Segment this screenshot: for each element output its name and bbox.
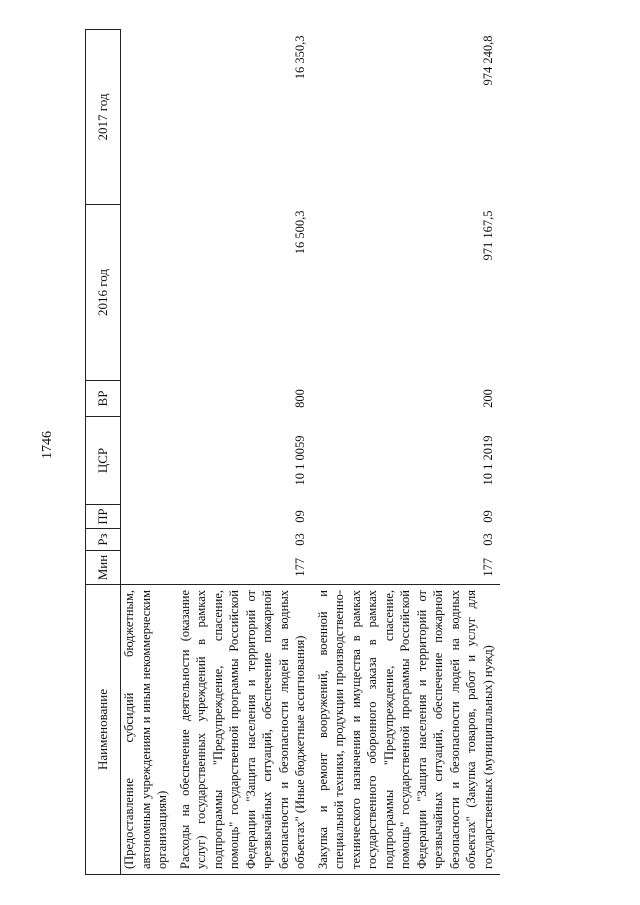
row-rz: 03 (480, 533, 495, 546)
row-name: Закупка и ремонт вооружений, военной и специальной техники, продукции производственно-технического назначения и имущества в рамках государственного оборонного заказа в рамках подпрограммы "Предупреждение, спасение, помощь" государственной программы Российской Федерации "Защита населения и территорий от чрезвычайных ситуаций, обеспечение пожарной безопасности и безопасности людей на водных объектах" (Закупка товаров, работ и услуг для государственных (муниципальных) нужд) (313, 585, 501, 875)
row-name: (Предоставление субсидий бюджетным, автономным учреждениям и иным некоммерческим организациям) (121, 585, 175, 875)
header-rz: Рз (86, 529, 121, 551)
row-2016: 971 167,5 (480, 210, 495, 261)
header-min: Мин (86, 551, 121, 585)
row-2017: 974 240,8 (480, 35, 495, 86)
table-row (121, 30, 175, 875)
row-pr: 09 (293, 510, 307, 523)
header-2016: 2016 год (86, 205, 121, 381)
rotated-table-sheet (85, 30, 640, 875)
row-vr: 200 (480, 389, 495, 408)
row-rz: 03 (293, 533, 307, 546)
row-pr (121, 505, 175, 529)
row-csr (121, 417, 175, 505)
header-2017: 2017 год (86, 30, 121, 205)
page-number: 1746 (40, 431, 55, 459)
row-csr: 10 1 2019 (480, 435, 495, 486)
row-name: Расходы на обеспечение деятельности (оказание услуг) государственных учреждений в рамках подпрограммы "Предупреждение, спасение, помощь" государственной программы Российской Федерации "Защита населения и территорий от чрезвычайных ситуаций, обеспечение пожарной безопасности и безопасности людей на водных объектах" (Иные бюджетные ассигнования) (175, 585, 313, 875)
header-csr: ЦСР (86, 417, 121, 505)
header-name: Наименование (86, 585, 121, 875)
header-pr: ПР (86, 505, 121, 529)
row-2017: 16 350,3 (293, 35, 307, 80)
row-vr (121, 381, 175, 417)
row-min (121, 551, 175, 585)
row-min: 177 (480, 557, 495, 577)
table-header-row (86, 30, 121, 875)
row-pr: 09 (480, 510, 495, 523)
row-2017 (121, 30, 175, 205)
table-row (175, 30, 313, 875)
header-vr: ВР (86, 381, 121, 417)
table-row (313, 30, 501, 875)
row-2016: 16 500,3 (293, 210, 307, 255)
row-2016 (121, 205, 175, 381)
row-csr: 10 1 0059 (293, 435, 307, 486)
row-rz (121, 529, 175, 551)
row-min: 177 (293, 557, 307, 577)
budget-table (85, 29, 500, 875)
row-vr: 800 (293, 389, 307, 408)
